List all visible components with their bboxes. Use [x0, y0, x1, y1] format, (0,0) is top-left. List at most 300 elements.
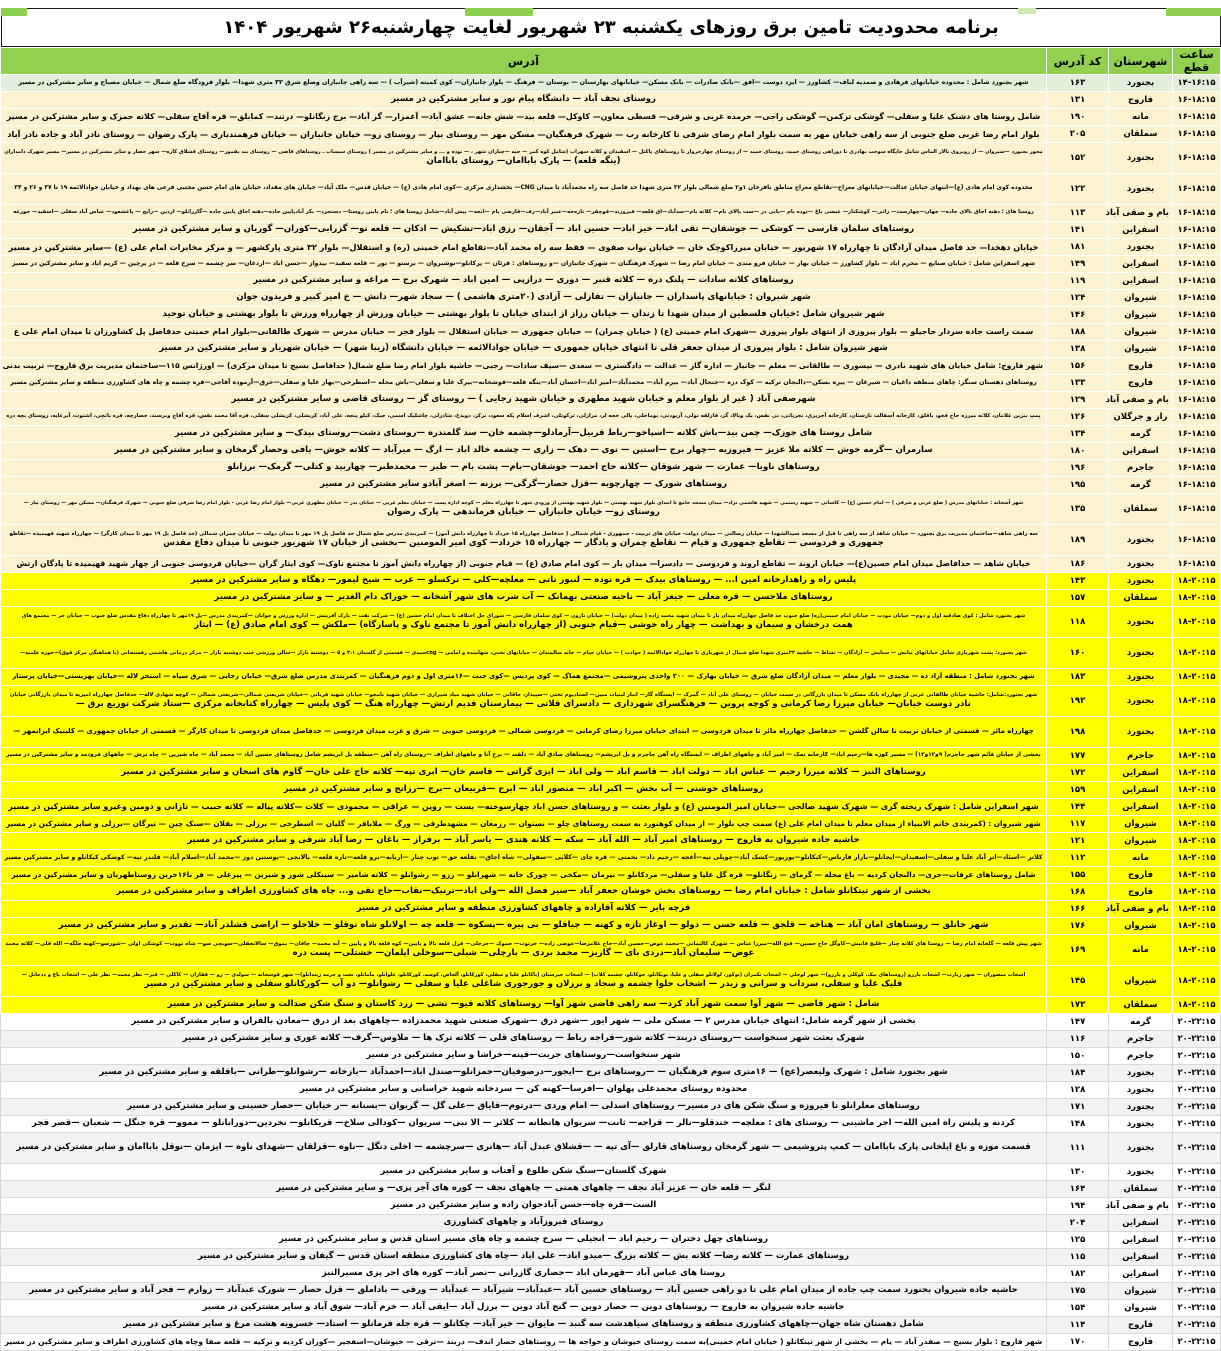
outage-time-cell: ۲۰-۲۲:۱۵: [1173, 1266, 1221, 1283]
outage-time-cell: ۱۶-۱۸:۱۵: [1173, 409, 1221, 426]
county-cell: بجنورد: [1109, 607, 1173, 638]
table-row: [1, 1181, 1221, 1198]
outage-time-cell: ۲۰-۲۲:۱۵: [1173, 1099, 1221, 1116]
address-line: شهر شیروان شامل : بلوار پیروزی از میدان جعفر قلی تا انتهای خیابان جمهوری — خیابان جوادالائمه — خیابان دانشگاه (زیبا شهر) — خیابان شهریار و سایر مشترکین در مسیر: [159, 343, 888, 354]
address-line: شامل دهستان شاه جهان—چاههای کشاورزی منطقه و روستاهای سیاهدشت سه گنبد — مایوان — خیر آباد— چکانلو — قره جله فرمانلو — استاد— خسرویه هشت مرغ و سایر مشترکین در مسیر: [123, 1319, 924, 1330]
table-row: [1, 799, 1221, 816]
county-cell: گرمه: [1109, 426, 1173, 443]
sheet-edge-artifact: [1018, 8, 1036, 14]
address-line: شهر آشخانه : خیابانهای مدرس ( ضلع غربی و شرقی ) — امام حسین (ع) — کاشانی — شهید رستمی — شهید هاشمی نژاد— میدان مسجد جامع تا ابتدای بلوار شهید بهشتی — بلوار شهید بهشتی از ورودی شهر تا چهارراه معلم — کوچه اداره پست — خیابان معلم غربی — خیابان بدر — خیابان مطهری غربی— بلوار امام رضا غربی - بلوار امام رضا شرقی ضلع جنوبی — شهرک فرهنگیان— مسکن مهر — روستای بیار —: [23, 499, 1024, 506]
address-code-cell: ۱۴۸: [1047, 1116, 1109, 1133]
outage-table: [0, 47, 1221, 1351]
address-code-cell: ۱۷۶: [1047, 918, 1109, 935]
address-code-cell: ۱۱۱: [1047, 1133, 1109, 1164]
outage-time-cell: ۲۰-۲۲:۱۵: [1173, 1082, 1221, 1099]
county-cell: بجنورد: [1109, 556, 1173, 573]
address-code-cell: ۱۹۴: [1047, 1198, 1109, 1215]
address-line: شهر شیروان : خیابانهای پاسداران — جانبازان — تفازلی — آزادی (۲۰متری هاشمی ) — سجاد شهر— دانش — خ امیر کبیر و فریدون جوان: [236, 292, 811, 303]
column-header-county: شهرستان: [1109, 48, 1173, 75]
address-line: حاشیه جاده شیروان بجنورد سمت چپ جاده از میدان امام علی تا دو راهی حسین آباد — روستاهای حسین آباد —عبدآباد— شیرآباد — عبدآباد — ورقی — باداملق — قزل حصار — شورک عبدآباد — زوارم — فجر آباد و سایر مشترکین در مسیر: [29, 1285, 1018, 1296]
table-row: [1, 782, 1221, 799]
address-cell: [1, 850, 1047, 867]
outage-time-cell: ۱۶-۱۸:۱۵: [1173, 426, 1221, 443]
address-code-cell: ۱۷۲: [1047, 765, 1109, 782]
address-code-cell: ۱۱۹: [1047, 273, 1109, 290]
county-cell: سملقان: [1109, 1181, 1173, 1198]
address-code-cell: ۱۹۲: [1047, 686, 1109, 717]
outage-time-cell: ۱۶-۱۸:۱۵: [1173, 525, 1221, 556]
address-cell: [1, 997, 1047, 1014]
address-code-cell: ۱۶۶: [1047, 901, 1109, 918]
table-row: [1, 1232, 1221, 1249]
outage-time-cell: ۱۸-۲۰:۱۵: [1173, 607, 1221, 638]
address-cell: [1, 816, 1047, 833]
title-band: [1, 8, 1221, 47]
county-cell: اسفراین: [1109, 273, 1173, 290]
table-row: [1, 205, 1221, 222]
address-code-cell: ۱۱۳: [1047, 205, 1109, 222]
outage-time-cell: ۲۰-۲۲:۱۵: [1173, 1300, 1221, 1317]
table-row: [1, 256, 1221, 273]
address-code-cell: ۱۲۸: [1047, 1082, 1109, 1099]
address-cell: [1, 222, 1047, 239]
address-code-cell: ۱۸۸: [1047, 324, 1109, 341]
address-code-cell: ۱۴۶: [1047, 307, 1109, 324]
address-line: پمپ بنزین غلامان، کلاته میرزه حاج فخو، باقلق، کارخانه آسفالت نارستان، کارخانه آجرپزی، تجریاتی، تی نفس، یک وبالا، گز، قارلقه تولی، آربودتی، بوماخلی، یالی خجه لر، مرازلی، ترکوتلی، اشرف اسلام یکه سعود، ترکز، دویدخ، شادرلی، چاشلیک اسمی، جیک، کیلو پنجه، علی آباد، کریشلی، کریشلی سفلی، قره آقا محمد نفس، قره آقاچ وبرسند، حصارچه، فره باتچی، اشتوت، آبرغایه، روستای بچه دره: [6, 413, 1041, 420]
address-code-cell: ۱۴۹: [1047, 256, 1109, 273]
county-cell: فاروج: [1109, 375, 1173, 392]
table-row: [1, 290, 1221, 307]
address-cell: [1, 1249, 1047, 1266]
outage-time-cell: ۲۰-۲۲:۱۵: [1173, 1014, 1221, 1031]
address-code-cell: ۱۵۶: [1047, 358, 1109, 375]
table-row: [1, 1283, 1221, 1300]
county-cell: شیروان: [1109, 324, 1173, 341]
address-line: شهر سنخواست—روستاهای جربت—قپنه—خراشا و سایر مشترکین در مسیر: [366, 1050, 681, 1061]
address-line: شهر پیش قلعه — گلخانه امام رضا — روستا های کلاته چنار —قلیچ قانیش—کاوگل حاج حسین— فتح الله—میرزا عباس — شهرک کالیمانی —محمد عوض—حسین آباد—حاج غلامرضا—عوضی زاده— خرتوت— حموک —خرجلی— قزل قلعه بالا و پایین— کوه قلعه بالا و پایین — آنه محمد— چاقان— یموق— سالانجفلی—سوبچی سو— شاه تووت— کوشکی اولی —شورسو—کهنه جلگه— الله قلی— کلاته محمد: [5, 940, 1042, 947]
address-code-cell: ۱۸۴: [1047, 1065, 1109, 1082]
county-cell: شیروان: [1109, 290, 1173, 307]
county-cell: گرمه: [1109, 1014, 1173, 1031]
address-line: روستاهای ملاحسن — قره معلی — جیغر آباد — ناحیه صنعتی بهمانک — آب شرب های شهر آشخانه — خوراک دام الغدیر — و سایر مشترکین در مسیر: [214, 592, 833, 603]
address-line: بخشی از شهر تیتکانلو شامل : خیابان امام رضا — روستاهای بخش خوشان جعفر آباد —سیر فضل الله —ولی اباد—ترنیک—نقاب—حاج تقی و... چاه های کشاورزی اطراف و سایر مشترکین در مسیر: [116, 886, 931, 897]
county-cell: شیروان: [1109, 1283, 1173, 1300]
address-code-cell: ۱۷۷: [1047, 748, 1109, 765]
county-cell: اسفراین: [1109, 256, 1173, 273]
address-cell: [1, 607, 1047, 638]
address-code-cell: ۱۶۳: [1047, 75, 1109, 92]
address-code-cell: ۱۸۱: [1047, 239, 1109, 256]
address-cell: [1, 109, 1047, 126]
outage-time-cell: ۱۸-۲۰:۱۵: [1173, 748, 1221, 765]
table-row: [1, 1215, 1221, 1232]
address-line: عوض— سلیمان آباد—دردی بای — گاریز— محمد بردی — بارچلی— شیلی—سوخلی ایلمان— خشتلی— پست دره: [292, 947, 755, 958]
address-line: شامل روستاهای عرفات—جری— دالنجان کردیه — باغ محله — گرمای — زنگانلو— قره گل علیا و سفلی— مردکانلو — نیرمان —مکخی — چورک خانه — شهرانلو — رزو — رشوانلو — کلاته شامیر — سینکلی شور و شیرین — پیرعلی — فر نا۱۶خرین روستاطهربان و سایر مشترکین در مسیر: [11, 870, 1036, 880]
address-line: روستاهای دهستان سنگر: چاهای منطقه داغیان — شیرغان — پیره بسکن—دالنجان ترکیه — کوک دره —جنجال آباد— بیرم آباد— محمدآباد—امیر اباد—احسان آباد—ینگه قلعه—قوشخانه—بیرک علیا و سفلی—باش محله —اسطرخی—بهار علیا و سفلی—خرق—آرموده آقاجی—قره چشمه و چاه های کشاورزی منطقه و سایر مشترکین مسیر: [10, 378, 1037, 386]
column-header-code: کد آدرس: [1047, 48, 1109, 75]
address-cell: [1, 358, 1047, 375]
address-code-cell: ۱۲۶: [1047, 409, 1109, 426]
county-cell: بجنورد: [1109, 1164, 1173, 1181]
address-line: سارمران —گرمه خوش — کلاته ملا عزیز — فیروزیه —چهار برج —استین — نوی — دهک — زاری — چشمه خالد اباد — ارگ — میرآباد — کلاته خوش— یافی وحصار گرمخان و سایر مشترکین در مسیر: [114, 445, 933, 456]
address-cell: [1, 782, 1047, 799]
county-cell: بجنورد: [1109, 686, 1173, 717]
address-cell: [1, 143, 1047, 174]
county-cell: بجنورد: [1109, 669, 1173, 686]
address-code-cell: ۱۱۶: [1047, 1031, 1109, 1048]
county-cell: جاجرم: [1109, 1031, 1173, 1048]
county-cell: مانه: [1109, 109, 1173, 126]
county-cell: اسفراین: [1109, 1232, 1173, 1249]
outage-time-cell: ۲۰-۲۲:۱۵: [1173, 1317, 1221, 1334]
address-code-cell: ۱۳۰: [1047, 1164, 1109, 1181]
address-code-cell: ۱۲۱: [1047, 833, 1109, 850]
table-row: [1, 669, 1221, 686]
table-row: [1, 638, 1221, 669]
county-cell: بجنورد: [1109, 239, 1173, 256]
address-code-cell: ۱۵۹: [1047, 782, 1109, 799]
address-line: کلاتر —اسئاد—اتر آباد علیا و سفلی—اسفیدان—ایجانلو—بازار قارناس—کیکانلو—پورپور—کشک آباد—چوپلی تپه—آغجه —رحیم داد— نخمتی — قره چای —کلاپی —سقولی— شاه اجاق— نقلعه حق— توپ چنار —اربابه—برو قلعه—تازه قلعه— بالانجی —پوستین دوز —محمد آباد—اسلام آباد— قلندر تپه— کوشکی کیکانلو و سایر مشترکین مسیر: [4, 853, 1043, 861]
address-cell: [1, 1048, 1047, 1065]
address-cell: [1, 1300, 1047, 1317]
county-cell: بجنورد: [1109, 1099, 1173, 1116]
address-cell: [1, 174, 1047, 205]
county-cell: بجنورد: [1109, 638, 1173, 669]
address-line: محور بجنورد —شیروان — از روبروی تالار الماس شامل جایگاه سوخت بهادری تا دوراهی روستای حمید، روستای حمید — از روستای چهارخروار تا روستاهای پاکتل — اسفیدان و کلاته سهراب (شامل کوه کمر — جبه —چناران شهر ، — توده و ... و سایر مشترکین در مسیر ) روستای سیساب ـ روستاهای قاضی — روستای بند یفمور— روستای قشلاق کاره— شهر حصار و سایر مشترکین در مسیر— مسیر شهرک دامداران: [4, 148, 1043, 155]
table-row: [1, 686, 1221, 717]
address-line: محدوده روستای محمدعلی پهلوان —افرسا—کهنه کن — سردخانه شهید خراسانی و سایر مشترکین در مسیر: [299, 1084, 748, 1095]
outage-time-cell: ۱۶-۱۸:۱۵: [1173, 443, 1221, 460]
address-cell: [1, 1116, 1047, 1133]
county-cell: مانه: [1109, 850, 1173, 867]
table-row: [1, 850, 1221, 867]
address-line: روستا های عباس آباد —قهرمان اباد —حصاری گازرانی —نصر آباد— کوره های اجر پزی مسیرالنبز: [321, 1268, 726, 1279]
address-line: الست—قره چاه—حسن آبادجوان زاده و سایر مشترکین در مسیر: [390, 1200, 657, 1211]
address-cell: [1, 1232, 1047, 1249]
sheet-edge-artifact: [465, 8, 533, 16]
address-cell: [1, 669, 1047, 686]
table-row: [1, 126, 1221, 143]
address-line: روستاهای سلمان فارسی — کوشکی — جوشقان— تقی اباد— خیر اباد— حسین اباد — آجقان— رزق اباد—تشکیش — ادکان — قلعه نو— گزرابی—کوران— گوریان و سایر مشترکین در مسیر: [132, 224, 915, 235]
table-row: [1, 109, 1221, 126]
address-cell: [1, 375, 1047, 392]
county-cell: سملقان: [1109, 997, 1173, 1014]
table-row: [1, 392, 1221, 409]
address-line: پلیس راه و راهدارخانه امین ا... — روستاهای بیدک — قره توده — لنبور ناتی — معلچه—کلی — ترکسلو — عرب — شیخ لیمور— دهگاه و سایر مشترکین در مسیر: [190, 575, 857, 586]
address-code-cell: ۱۷۳: [1047, 997, 1109, 1014]
address-code-cell: ۱۸۹: [1047, 525, 1109, 556]
table-row: [1, 174, 1221, 205]
address-code-cell: ۱۹۸: [1047, 717, 1109, 748]
table-row: [1, 341, 1221, 358]
table-row: [1, 884, 1221, 901]
address-code-cell: ۱۵۰: [1047, 1048, 1109, 1065]
outage-time-cell: ۱۸-۲۰:۱۵: [1173, 669, 1221, 686]
county-cell: فاروج: [1109, 92, 1173, 109]
address-cell: [1, 1334, 1047, 1351]
address-line: شامل : شهر قاضی — شهر آوا سمت شهر آباد کرد— سه راهی قاضی شهر آوا— روستاهای کلاته قیو— نشی — زرد کاستان و سنگ شکن صدالت و سایر مشترکین در مسیر: [167, 999, 880, 1010]
address-line: شهر خانلق — روستاهای امان آباد — هناخه — قلجق — قلعه حسن — دولو — اوغاز تازه و کهنه — چیاقلو — بی پیره —پسکوه — قلعه چه — اولانلو شاه توقلو — خلاجلو — اراضی قشلدر آباد— تقدیر و سایر مشترکین در مسیر: [58, 920, 989, 931]
county-cell: راز و جرگلان: [1109, 409, 1173, 426]
address-cell: [1, 833, 1047, 850]
county-cell: مانه: [1109, 935, 1173, 966]
table-row: [1, 443, 1221, 460]
outage-time-cell: ۲۰-۲۲:۱۵: [1173, 1164, 1221, 1181]
address-cell: [1, 935, 1047, 966]
outage-time-cell: ۲۰-۲۲:۱۵: [1173, 1215, 1221, 1232]
address-code-cell: ۱۵۷: [1047, 590, 1109, 607]
outage-time-cell: ۱۶-۱۸:۱۵: [1173, 307, 1221, 324]
address-cell: [1, 341, 1047, 358]
outage-time-cell: ۱۶-۱۸:۱۵: [1173, 205, 1221, 222]
address-code-cell: ۱۱۵: [1047, 1249, 1109, 1266]
outage-time-cell: ۱۸-۲۰:۱۵: [1173, 590, 1221, 607]
table-row: [1, 75, 1221, 92]
address-line: روستاهای معلرانلو تا فیروزه و سنگ شکن های در مسیر— روستاهای اسدلی — امام وردی —درتوم—قایاق —علی گل — گریوان —بسنانه —ر خیابان —حصار حسینی و سایر مشترکین در مسیر: [127, 1101, 920, 1112]
address-line: قلیک علیا و سفلی، سرداب و سرانی و زیدر — اشخاب حلوا چشمه و سجاد و برزلان و جورجوری شاغلی علیا و سفلی — رشوانلو— دو آب —کورکانلو سفلی و سایر مشترکین در مسیر: [144, 978, 903, 989]
county-cell: اسفراین: [1109, 1249, 1173, 1266]
address-cell: [1, 918, 1047, 935]
address-code-cell: ۱۳۴: [1047, 426, 1109, 443]
address-cell: [1, 477, 1047, 494]
county-cell: فاروج: [1109, 884, 1173, 901]
county-cell: اسفراین: [1109, 782, 1173, 799]
table-row: [1, 1031, 1221, 1048]
county-cell: اسفراین: [1109, 222, 1173, 239]
outage-time-cell: ۲۰-۲۲:۱۵: [1173, 1198, 1221, 1215]
address-line: بخشی از خیابان قائم شهر جاجرم( ۹و۱۲و۱۳) — مسیر کوره ها—رحیم اباد— کارخانه نمک — امیر آباد و چاههای اطراف — ایستگاه راه آهن جاجرم و پل ابریشم— روستاهای صادق آباد — دلقند — برج آنا و چاههای اطراف —روستای راه آهن —منطقه پل ابریشم شامل روستاهای حسین آباد — محمد آباد — چاه شیرین — چاه ترش — چاههای فرودمد و سایر مشترکین در مسیر: [6, 752, 1041, 759]
outage-time-cell: ۱۶-۱۸:۱۵: [1173, 324, 1221, 341]
table-row: [1, 409, 1221, 426]
outage-time-cell: ۱۶-۱۸:۱۵: [1173, 494, 1221, 525]
address-cell: [1, 1133, 1047, 1164]
outage-time-cell: ۱۸-۲۰:۱۵: [1173, 765, 1221, 782]
table-row: [1, 1014, 1221, 1031]
address-line: حاشیه جاده شیروان به فاروج — روستاهای امیر آباد — الله آباد — سکه — کلاته هندی — یاسر آباد — برفراز — باغان — رضا آباد شرقی و سایر مشترکین در مسیر: [187, 835, 860, 846]
table-row: [1, 1198, 1221, 1215]
outage-time-cell: ۱۶-۱۸:۱۵: [1173, 143, 1221, 174]
table-row: [1, 748, 1221, 765]
county-cell: فاروج: [1109, 867, 1173, 884]
outage-time-cell: ۱۸-۲۰:۱۵: [1173, 997, 1221, 1014]
address-cell: [1, 443, 1047, 460]
table-row: [1, 1164, 1221, 1181]
address-cell: [1, 1082, 1047, 1099]
address-code-cell: ۱۷۰: [1047, 1334, 1109, 1351]
address-cell: [1, 1283, 1047, 1300]
address-cell: [1, 573, 1047, 590]
county-cell: سملقان: [1109, 126, 1173, 143]
table-row: [1, 607, 1221, 638]
page-title: برنامه محدودیت تامین برق روزهای یکشنبه ۲۳ شهریور لغایت چهارشنبه۲۶ شهریور ۱۴۰۴: [223, 17, 999, 38]
address-line: شهر فاروج : بلوار بسیج — صفدر آباد — یام — بخشی از شهر تیتکانلو ( خیابان امام خمینی)به سمت روستای خیوشان و خواجه ها — روستاهای حصار اندف— دربند —ترقی — خیوشان—اسفجیر —کوران کردیه و ترکیه — قلعه صفا وچاه های کشاورزی اطراف و سایر مشترکین در مسیر: [4, 1336, 1043, 1346]
address-line: محدوده کوی امام هادی (ع)—انتهای خیابان عدالت—خیابانهای معراج—تقاطع معراج مناطق باقرخان ۱و۲ ضلع شمالی بلوار ۳۲ متری شهدا حد فاصل سه راه محمدآباد تا میدان CNG— بخشداری مرکزی —کوی امام هادی (ع) — خیابان قدس— ملک آباد— خیابان های مقداد، خیابان های امام حسن مجتبی فرعی های بهداد و خیابان جوادالائمه ۱۹ تا ۳۷ و ۲۶ و ۳۴: [14, 185, 1033, 192]
address-line: شامل روستا های دشنک علیا و سفلی— گوشکی ترکمن— گوشکی راجی— خرمده غربی و شرقی— قسطی معاون— کاوکل— قلعه بید— شش خانه— عشق آباد— آغمزار— گز آباد— برج زنگانلو— درتند— کمابلق— قره آقاچ سفلی— کلاته حمزک و سایر مشترکین در مسیر: [6, 111, 1041, 121]
address-line: چهارراه مائر — قسمتی از خیابان تربیت تا سالن گلشن — حدفاصل چهارراه مائر تا میدان فردوسی — ابتدای خیابان میرزا رضای کرمانی — فردوسی شمالی — فردوسی جنوبی — شرق و غرب میدان فردوسی — حدفاصل میدان فردوسی تا میدان کارگر — قسمتی از خیابان جمهوری — کلینیک ایرانمهر —: [13, 727, 1034, 736]
outage-time-cell: ۱۶-۱۸:۱۵: [1173, 375, 1221, 392]
table-row: [1, 867, 1221, 884]
address-cell: [1, 426, 1047, 443]
outage-time-cell: ۱۶-۱۸:۱۵: [1173, 358, 1221, 375]
outage-time-cell: ۱۶-۱۸:۱۵: [1173, 556, 1221, 573]
table-row: [1, 375, 1221, 392]
address-code-cell: ۱۵۲: [1047, 143, 1109, 174]
address-code-cell: ۱۵۵: [1047, 867, 1109, 884]
address-code-cell: ۱۶۹: [1047, 935, 1109, 966]
address-line: روستای نجف آباد — دانشگاه پیام نور و سایر مشترکین در مسیر: [391, 94, 656, 105]
address-line: شهرک گلستان—سنگ شکن طلوع و آفتاب و سایر مشترکین در مسیر: [380, 1166, 667, 1177]
outage-time-cell: ۱۶-۱۸:۱۵: [1173, 92, 1221, 109]
county-cell: بجنورد: [1109, 1065, 1173, 1082]
address-code-cell: ۱۴۴: [1047, 799, 1109, 816]
address-code-cell: ۱۸۲: [1047, 1266, 1109, 1283]
address-cell: [1, 867, 1047, 884]
outage-time-cell: ۲۰-۲۲:۱۵: [1173, 1065, 1221, 1082]
address-line: خیابان شاهد — حدافاصل میدان امام حسین(ع)— خیابان اروند — تقاطع اروند و فردوسی — دادسرا— میدان بار — کوی امام صادق (ع) — قیام جنوبی (از چهارراه دانش آموز تا مجتمع ناوک— کوی ایثار گران —خیابان فردوسی جنوبی از چهار شهید قهیمیده تا پادگان ارتش: [16, 558, 1031, 568]
address-code-cell: ۱۱۴: [1047, 1317, 1109, 1334]
county-cell: شیروان: [1109, 966, 1173, 997]
address-cell: [1, 765, 1047, 782]
address-cell: [1, 256, 1047, 273]
county-cell: گرمه: [1109, 477, 1173, 494]
address-line: شهر اسفراین شامل : خیابان صنایع — محرم اباد — بلوار کشاورز — خیابان بهار — خیابان فرو مندی — خیابان امام رضا — شهرک فرهنگیان — شهرک جانبازان —و روستاهای : قرئان — پرکانلو—نوشیروان — برستو — نور — قلعه سفید— بیدواز —حسن اباد —اردغان— سر چشمه — سرخ قلعه — در پرچین — کریم اباد و سایر مشترکین در مسیر: [11, 259, 1036, 267]
address-line: قسمت موزه و باغ ایلخانی پارک باباامان — کمپ پتروشیمی — شهر گرمخان روستاهای قارلق —آی تپه — —قشلاق عبدل آباد —هانری —سرچشمه — اخلی دنگل —ناوه —قزلقان —شهدای ناوه — ایزمان —نوقل باباامان و سایر مشترکین در مسیر: [16, 1142, 1031, 1153]
outage-time-cell: ۱۸-۲۰:۱۵: [1173, 884, 1221, 901]
table-row: [1, 92, 1221, 109]
table-row: [1, 1099, 1221, 1116]
table-header-row: [1, 48, 1221, 75]
address-line: شهر فاروج: شامل خیابان های شهید نادری — نیسوری — طالقانی — معلم — جانباز — اداره گاز — عدالت — دادگستری — سعدی —سیف سادات— رجبی— حاشیه بلوار امام رضا ضلع شمال( حدافاصل بسیج تا میدان مرکزی) — اورژانس ۱۱۵—ساختمان مدیریت برق فاروج— تربیت بدنی: [2, 360, 1043, 370]
county-cell: بجنورد: [1109, 1116, 1173, 1133]
county-cell: بجنورد: [1109, 174, 1173, 205]
address-cell: [1, 75, 1047, 92]
address-line: اشخاب منصوران — شهر زیارت— اشخاب بارزو (روستاهای بیک، کوکلی و بارزو)— شهر لوجلی — اشخاب تکمران (توکور، لولانلو سفلی و علیا، تویکانلو، جوکانلو، چشمه کلاب) — اشخاب جیرستان (باکانلو علیا و سفلی، کورکانلو، آلخاص، کوسه، کورکانلو، علوانلو، مامانلو، تخت و جرمه زیندانلو)— شهر قوشخانه — سولدی — زو — قفاژان — کاکلی — قیز— نظر محمد— نظر علی — اشخاب باغ و ددخانل —: [21, 971, 1026, 978]
outage-time-cell: ۱۸-۲۰:۱۵: [1173, 686, 1221, 717]
county-cell: فاروج: [1109, 1334, 1173, 1351]
outage-time-cell: ۱۸-۲۰:۱۵: [1173, 901, 1221, 918]
outage-time-cell: ۱۸-۲۰:۱۵: [1173, 850, 1221, 867]
outage-time-cell: ۲۰-۲۲:۱۵: [1173, 1232, 1221, 1249]
county-cell: بجنورد: [1109, 1133, 1173, 1164]
county-cell: بام و صفی آباد: [1109, 392, 1173, 409]
address-code-cell: ۱۶۸: [1047, 884, 1109, 901]
county-cell: شیروان: [1109, 833, 1173, 850]
table-row: [1, 1065, 1221, 1082]
table-row: [1, 918, 1221, 935]
address-code-cell: ۱۸۶: [1047, 556, 1109, 573]
county-cell: بجنورد: [1109, 525, 1173, 556]
outage-time-cell: ۱۶-۱۸:۱۵: [1173, 222, 1221, 239]
address-line: بلوار امام رضا غربی ضلع جنوبی از سه راهی خیابان مهر به سمت بلوار امام رضای شرقی تا کارخانه رب — شهرک فرهنگیان— مسکن مهر — روستای بیار — روستای زو— خیابان جانبازان — خیابان فرهمندیاری — پارک رضوان — روستای نادر آباد و جاده نادر آباد: [7, 128, 1040, 139]
address-cell: [1, 392, 1047, 409]
county-cell: اسفراین: [1109, 443, 1173, 460]
address-cell: [1, 1065, 1047, 1082]
address-code-cell: ۱۹۰: [1047, 109, 1109, 126]
address-line: روستاهای چهل دختران — رحیم اباد — انجیلی — سرخ چشمه و چاه های مسیر استان قدس و سایر مشترکین در مسیر: [279, 1234, 768, 1245]
outage-time-cell: ۱۸-۲۰:۱۵: [1173, 799, 1221, 816]
address-line: شهر شیروان : (کمربندی خاتم الانبیاء از میدان معلم تا میدان امام علی (ع) سمت چپ بلوار — از میدان کوهنورد به سمت روستاهای چلو — نستوان — رزمغان — مشهدطرقی — ورگ — ملاباقر — گلیان — اسطرخی — برزلی — بقلان —سنک چین — تیرگان —برزلی و سایر مشترکین در مسیر: [6, 819, 1041, 829]
address-code-cell: ۱۴۷: [1047, 1014, 1109, 1031]
address-cell: [1, 460, 1047, 477]
table-row: [1, 1249, 1221, 1266]
outage-time-cell: ۱۶-۱۸:۱۵: [1173, 460, 1221, 477]
table-row: [1, 717, 1221, 748]
table-row: [1, 222, 1221, 239]
outage-time-cell: ۱۸-۲۰:۱۵: [1173, 966, 1221, 997]
address-cell: [1, 1014, 1047, 1031]
county-cell: سملقان: [1109, 494, 1173, 525]
county-cell: فاروج: [1109, 358, 1173, 375]
table-row: [1, 1048, 1221, 1065]
address-line: روستاهای ناویا— عمارت — شهر شوقان —کلاته حاج احمد— جوشقان—بام— پشت بام — طبر — محمدطبر— چهاربید و کتلی— گرمک— برزانلو: [227, 462, 820, 473]
address-cell: [1, 1215, 1047, 1232]
county-cell: بجنورد: [1109, 573, 1173, 590]
table-row: [1, 590, 1221, 607]
address-line: روستا های ؛ دهنه اجاق بالای جاده— جهان—چهارست— زانی— کوشکنار— عیسی باغ —توده بام —بانی در —ست بالای بام— کلاته بام—سدآباد—اق قلعه— فیروزند—قوچقر— تازه‌خه—عنبر آباد—زف—قارضی بام —انجه— پیش آباد—شامل روستا های ؛ بام پایین روستا— دستجرد— بکر آبادپایین جاده—دهنه اجاق پایین جاده —گازرانلو— اردین —رایج — پاغشعود— عباس آباد سفلی —اسفید— جوزغه: [13, 209, 1034, 216]
county-cell: بام و صفی آباد: [1109, 1198, 1173, 1215]
address-line: شهر بجنورد:شامل: حاشیه خیابان طالقانی غربی از چهارراه بانک مسکن تا میدان بازرگانی در سمت خیابان — روستای علی آباد — گمرک — ایستگاه گاز— انبار لبنیات مبین— استادیوم تختی —سپیدار، حاقانی — خیابان شهید میاد شیرازی — خیابان شهید نامجو— خیابان شهید قربانی —خیابان شریعتی شمالی—شریعتی شمالی — کوچه شهادی لاله— حدفاصل چهارراه امیریه تا میدان بازرگانی خیابان: [9, 691, 1038, 698]
outage-time-cell: ۲۰-۲۲:۱۵: [1173, 1181, 1221, 1198]
address-cell: [1, 901, 1047, 918]
address-line: شهر اسفراین شامل : شهرک ریخته گری — شهرک شهید صالحی —خیابان امیر المومنین (ع) و بلوار بعثت — و روستاهای حسن اباد چهارسوخته— بست — روین — عراقی — محمودی — کلات —کلاته پیاله — کلاته حبیب — تازانی و دومین وغیرو سایر مشترکین در مسیر: [8, 801, 1039, 811]
outage-time-cell: ۱۶-۱۸:۱۵: [1173, 126, 1221, 143]
county-cell: جاجرم: [1109, 1048, 1173, 1065]
outage-time-cell: ۱۸-۲۰:۱۵: [1173, 573, 1221, 590]
address-code-cell: ۱۲۵: [1047, 1232, 1109, 1249]
outage-time-cell: ۲۰-۲۲:۱۵: [1173, 1249, 1221, 1266]
address-cell: [1, 1164, 1047, 1181]
address-cell: [1, 92, 1047, 109]
address-cell: [1, 409, 1047, 426]
address-line: روستاهای النبز — کلاته میرزا رحیم — عباس اباد — دولت اباد — قاسم اباد — ولی اباد — ایزی گراتی — قاسم خان— ابری تپه— کلاته حاج علی خان— گاوم های اسحان و سایر مشترکین در مسیر: [121, 767, 926, 778]
address-cell: [1, 884, 1047, 901]
county-cell: بجنورد: [1109, 1082, 1173, 1099]
table-row: [1, 358, 1221, 375]
address-code-cell: ۱۳۵: [1047, 494, 1109, 525]
table-row: [1, 1317, 1221, 1334]
address-cell: [1, 307, 1047, 324]
outage-time-cell: ۲۰-۲۲:۱۵: [1173, 1133, 1221, 1164]
table-row: [1, 1082, 1221, 1099]
outage-time-cell: ۱۶-۱۸:۱۵: [1173, 477, 1221, 494]
sheet-edge-artifact: [1166, 8, 1221, 16]
table-row: [1, 324, 1221, 341]
address-code-cell: ۲۰۵: [1047, 126, 1109, 143]
power-outage-schedule-sheet: [1, 8, 1221, 1347]
outage-time-cell: ۱۸-۲۰:۱۵: [1173, 867, 1221, 884]
table-row: [1, 1300, 1221, 1317]
table-row: [1, 426, 1221, 443]
address-cell: [1, 556, 1047, 573]
table-row: [1, 239, 1221, 256]
table-row: [1, 494, 1221, 525]
address-line: شهر شیروان شامل :خیابان فلسطین از میدان شهدا تا زندان — خیابان رزاز از ابتدای خیابان تا بلوار بهشتی — خیابان ورزش از چهارراه ورزش تا بلوار بهشتی و خیابان توحید: [162, 309, 885, 320]
address-code-cell: ۱۳۸: [1047, 341, 1109, 358]
address-code-cell: ۲۰۴: [1047, 1215, 1109, 1232]
county-cell: شیروان: [1109, 918, 1173, 935]
sheet-edge-artifact: [1, 8, 27, 16]
address-cell: [1, 1031, 1047, 1048]
address-code-cell: ۱۴۵: [1047, 966, 1109, 997]
address-cell: [1, 638, 1047, 669]
table-row: [1, 307, 1221, 324]
address-code-cell: ۱۹۵: [1047, 477, 1109, 494]
address-line: سه راهی شاهد—ساختمان مدیریت برق بجنورد — خیابان شاهد از سه راهی تا قبل از مسجد سیدالشهدا — خیابان رسالتی — میدان دولت- خیابان های تربیت - جمهوری - قیام شمالی ( حدفاصل چهارراه ۱۵ خرداد تا چهارراه دانش آموز) — کمربندی مدرس ضلع شمال حد فاصل پل ۱۹ مهر تا میدان دولت — خیابان چمران شمالی (حد فاصل پل ۱۹ مهر تا میدان کارگر) — چهارراه شهید قهیمیده —تقاطع: [9, 530, 1038, 537]
outage-time-cell: ۲۰-۲۲:۱۵: [1173, 1283, 1221, 1300]
outage-time-cell: ۱۸-۲۰:۱۵: [1173, 833, 1221, 850]
table-row: [1, 143, 1221, 174]
outage-time-cell: ۱۶-۱۸:۱۵: [1173, 290, 1221, 307]
